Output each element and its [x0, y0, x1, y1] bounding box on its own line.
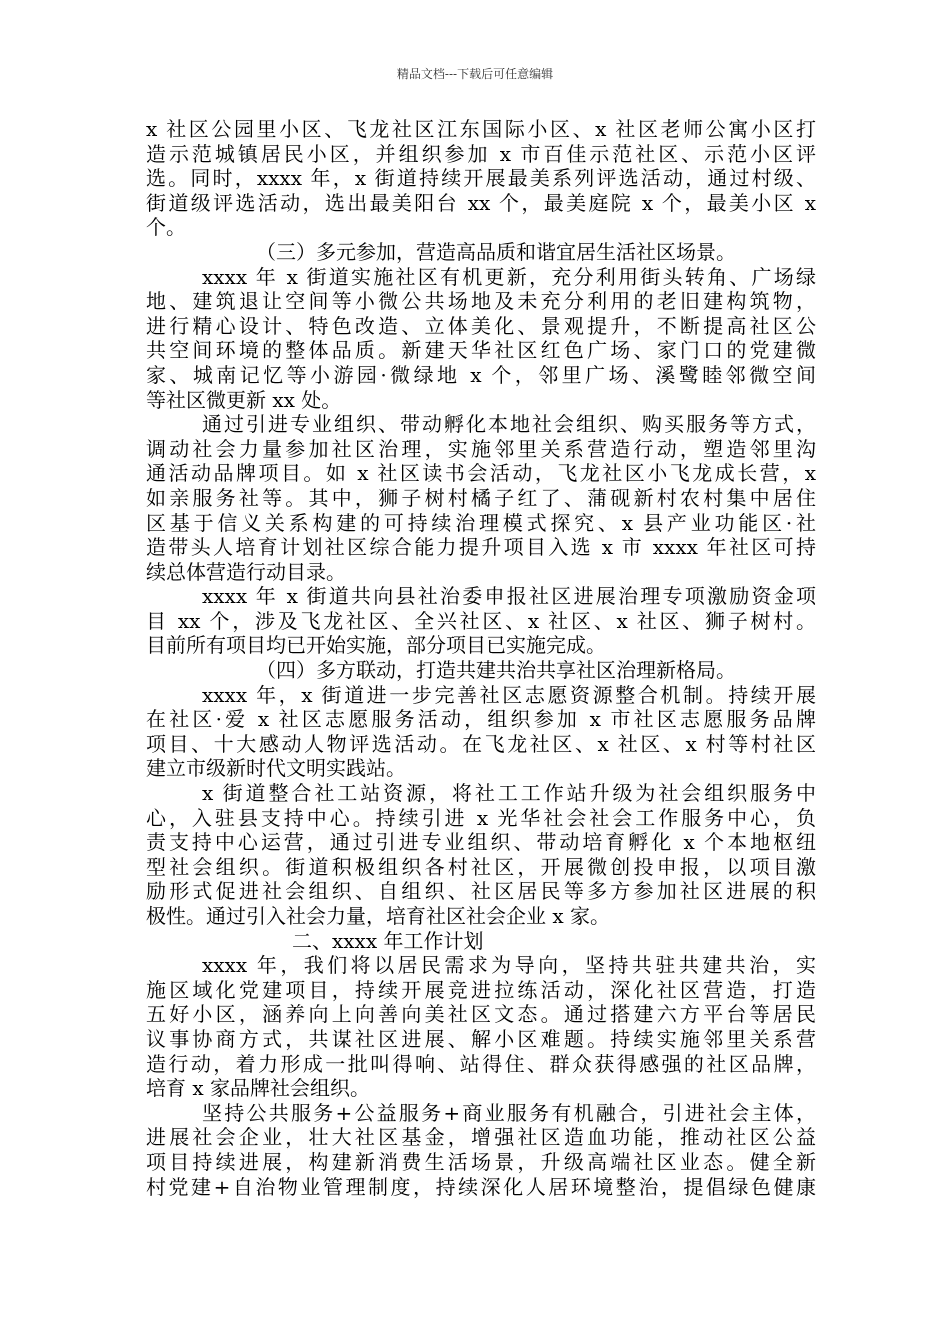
text-line: 造示范城镇居民小区，并组织参加 x 市百佳示范社区、示范小区评 — [146, 141, 816, 166]
text-line: 施区域化党建项目，持续开展竞进拉练活动，深化社区营造，打造 — [146, 977, 816, 1002]
text-line: 坚持公共服务+公益服务+商业服务有机融合，引进社会主体， — [202, 1100, 816, 1125]
text-line: 个。 — [146, 215, 186, 240]
text-line: （三）多元参加，营造高品质和谐宜居生活社区场景。 — [256, 239, 736, 264]
text-line: 目 xx 个，涉及飞龙社区、全兴社区、x 社区、x 社区、狮子树村。 — [146, 608, 816, 633]
text-line: 村党建+自治物业管理制度，持续深化人居环境整治，提倡绿色健康 — [146, 1174, 816, 1199]
text-line: 如亲服务社等。其中，狮子树村橘子红了、蒲砚新村农村集中居住 — [146, 485, 816, 510]
text-line: 心，入驻县支持中心。持续引进 x 光华社会社会工作服务中心，负 — [146, 805, 816, 830]
text-line: 目前所有项目均已开始实施，部分项目已实施完成。 — [146, 633, 606, 658]
text-line: 通过引进专业组织、带动孵化本地社会组织、购买服务等方式， — [202, 412, 816, 437]
text-line: 家、城南记忆等小游园·微绿地 x 个，邻里广场、溪鹭睦邻微空间 — [146, 362, 816, 387]
text-line: 励形式促进社会组织、自组织、社区居民等多方参加社区进展的积 — [146, 879, 816, 904]
page-header: 精品文档---下载后可任意编辑 — [396, 67, 554, 81]
text-line: 进展社会企业，壮大社区基金，增强社区造血功能，推动社区公益 — [146, 1125, 816, 1150]
document-body — [146, 117, 816, 1199]
text-line: x 社区公园里小区、飞龙社区江东国际小区、x 社区老师公寓小区打 — [146, 117, 816, 141]
text-line: 型社会组织。街道积极组织各村社区，开展微创投申报，以项目激 — [146, 854, 816, 879]
text-line: 项目、十大感动人物评选活动。在飞龙社区、x 社区、x 村等村社区 — [146, 731, 816, 756]
text-line: 建立市级新时代文明实践站。 — [146, 756, 406, 781]
text-line: 五好小区，涵养向上向善向美社区文态。通过搭建六方平台等居民 — [146, 1002, 816, 1027]
text-line: 造带头人培育计划社区综合能力提升项目入选 x 市 xxxx 年社区可持 — [146, 535, 816, 560]
text-line: 二、xxxx 年工作计划 — [292, 928, 484, 953]
text-line: xxxx 年，x 街道进一步完善社区志愿资源整合机制。持续开展 — [202, 682, 816, 707]
text-line: （四）多方联动，打造共建共治共享社区治理新格局。 — [256, 658, 736, 683]
text-line: 责支持中心运营，通过引进专业组织、带动培育孵化 x 个本地枢纽 — [146, 830, 816, 855]
text-line: 项目持续进展，构建新消费生活场景，升级高端社区业态。健全新 — [146, 1149, 816, 1174]
text-line: 街道级评选活动，选出最美阳台 xx 个，最美庭院 x 个，最美小区 x — [146, 190, 816, 215]
text-line: 等社区微更新 xx 处。 — [146, 387, 342, 412]
text-line: 共空间环境的整体品质。新建天华社区红色广场、家门口的党建微 — [146, 338, 816, 363]
text-line: xxxx 年 x 街道共向县社治委申报社区进展治理专项激励资金项 — [202, 584, 816, 609]
text-line: 续总体营造行动目录。 — [146, 559, 346, 584]
text-line: 极性。通过引入社会力量，培育社区社会企业 x 家。 — [146, 904, 610, 928]
text-line: 选。同时，xxxx 年，x 街道持续开展最美系列评选活动，通过村级、 — [146, 166, 816, 191]
text-line: 造行动，着力形成一批叫得响、站得住、群众获得感强的社区品牌， — [146, 1051, 816, 1076]
text-line: 进行精心设计、特色改造、立体美化、景观提升，不断提高社区公 — [146, 313, 816, 338]
text-line: 通活动品牌项目。如 x 社区读书会活动，飞龙社区小飞龙成长营，x — [146, 461, 816, 486]
text-line: 区基于信义关系构建的可持续治理模式探究、x 县产业功能区·社 — [146, 510, 816, 535]
text-line: xxxx 年，我们将以居民需求为导向，坚持共驻共建共治，实 — [202, 953, 816, 978]
text-line: 调动社会力量参加社区治理，实施邻里关系营造行动，塑造邻里沟 — [146, 436, 816, 461]
text-line: 培育 x 家品牌社会组织。 — [146, 1076, 370, 1101]
text-line: 地、建筑退让空间等小微公共场地及未充分利用的老旧建构筑物， — [146, 289, 816, 314]
text-line: 在社区·爱 x 社区志愿服务活动，组织参加 x 市社区志愿服务品牌 — [146, 707, 816, 732]
text-line: 议事协商方式，共谋社区进展、解小区难题。持续实施邻里关系营 — [146, 1026, 816, 1051]
text-line: xxxx 年 x 街道实施社区有机更新，充分利用街头转角、广场绿 — [202, 264, 816, 289]
text-line: x 街道整合社工站资源，将社工工作站升级为社会组织服务中 — [202, 781, 816, 806]
